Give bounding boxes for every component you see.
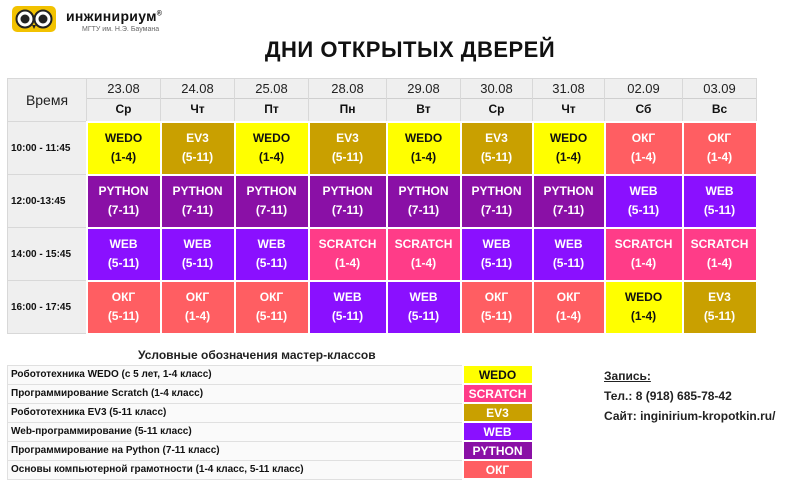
lesson-name: WEB xyxy=(482,237,511,251)
lesson-cell xyxy=(461,228,533,281)
lesson-cell xyxy=(605,175,683,228)
lesson-name: ОКГ xyxy=(556,290,581,304)
lesson-grades: (5-11) xyxy=(703,203,736,217)
lesson-cell xyxy=(461,281,533,334)
lesson-grades: (7-11) xyxy=(552,203,585,217)
lesson-name: SCRATCH xyxy=(614,237,673,251)
lesson-cell xyxy=(161,175,235,228)
schedule-table xyxy=(7,78,758,335)
day-header xyxy=(161,79,235,122)
lesson-grades: (7-11) xyxy=(181,203,214,217)
lesson-grades: (5-11) xyxy=(255,256,288,270)
lesson-cell xyxy=(235,281,309,334)
day-header xyxy=(683,79,757,122)
lesson-name: WEDO xyxy=(624,290,663,304)
lesson-grades: (1-4) xyxy=(410,150,437,164)
lesson-name: EV3 xyxy=(186,131,209,145)
lesson-name: SCRATCH xyxy=(394,237,453,251)
legend-row xyxy=(8,365,533,384)
lesson-grades: (5-11) xyxy=(703,309,736,323)
owl-logo-icon xyxy=(12,6,56,32)
lesson-cell xyxy=(605,122,683,175)
legend-label: Web-программирование (5-11 класс) xyxy=(8,422,463,441)
day-of-week: Вт xyxy=(416,102,431,117)
lesson-name: ОКГ xyxy=(111,290,136,304)
lesson-name: WEB xyxy=(109,237,138,251)
lesson-name: WEB xyxy=(409,290,438,304)
lesson-cell xyxy=(683,122,757,175)
lesson-cell xyxy=(387,175,461,228)
lesson-cell xyxy=(605,228,683,281)
time-slot: 10:00 - 11:45 xyxy=(8,122,87,175)
lesson-grades: (1-4) xyxy=(706,150,733,164)
lesson-cell xyxy=(87,228,161,281)
contacts-site[interactable]: Сайт: inginirium-kropotkin.ru/ xyxy=(604,409,776,423)
logo-subtitle: МГТУ им. Н.Э. Баумана xyxy=(82,26,160,33)
lesson-grades: (5-11) xyxy=(331,150,364,164)
lesson-grades: (1-4) xyxy=(334,256,361,270)
time-slot-row xyxy=(8,281,757,334)
legend-table xyxy=(7,364,534,480)
lesson-grades: (5-11) xyxy=(480,150,513,164)
lesson-grades: (7-11) xyxy=(407,203,440,217)
contacts xyxy=(604,366,775,426)
lesson-cell xyxy=(309,228,387,281)
lesson-cell xyxy=(309,281,387,334)
day-of-week: Ср xyxy=(488,102,505,117)
lesson-name: WEB xyxy=(629,184,658,198)
lesson-cell xyxy=(533,228,605,281)
legend-swatch: WEDO xyxy=(463,365,533,384)
contacts-phone: Тел.: 8 (918) 685-78-42 xyxy=(604,389,732,403)
legend-row xyxy=(8,422,533,441)
legend-label: Основы компьютерной грамотности (1-4 класс, 5-11 класс) xyxy=(8,460,463,479)
lesson-cell xyxy=(161,122,235,175)
lesson-name: WEB xyxy=(554,237,583,251)
lesson-name: PYTHON xyxy=(98,184,149,198)
lesson-grades: (7-11) xyxy=(480,203,513,217)
lesson-cell xyxy=(387,122,461,175)
day-header xyxy=(87,79,161,122)
time-header: Время xyxy=(8,79,87,122)
lesson-cell xyxy=(387,281,461,334)
lesson-name: SCRATCH xyxy=(690,237,749,251)
time-slot: 16:00 - 17:45 xyxy=(8,281,87,334)
legend-swatch: SCRATCH xyxy=(463,384,533,403)
day-of-week: Чт xyxy=(561,102,576,117)
lesson-grades: (5-11) xyxy=(181,256,214,270)
day-of-week: Ср xyxy=(115,102,132,117)
legend-label: Робототехника WEDO (с 5 лет, 1-4 класс) xyxy=(8,365,463,384)
lesson-name: PYTHON xyxy=(471,184,522,198)
day-of-week: Сб xyxy=(635,102,652,117)
legend-row xyxy=(8,460,533,479)
lesson-name: ОКГ xyxy=(484,290,509,304)
lesson-grades: (5-11) xyxy=(181,150,214,164)
lesson-cell xyxy=(533,122,605,175)
lesson-cell xyxy=(461,175,533,228)
lesson-grades: (7-11) xyxy=(331,203,364,217)
contacts-heading: Запись: xyxy=(604,369,651,383)
lesson-cell xyxy=(533,281,605,334)
legend-title: Условные обозначения мастер-классов xyxy=(138,348,376,362)
lesson-name: PYTHON xyxy=(398,184,449,198)
day-header xyxy=(605,79,683,122)
lesson-cell xyxy=(605,281,683,334)
lesson-grades: (5-11) xyxy=(480,309,513,323)
lesson-grades: (5-11) xyxy=(627,203,660,217)
legend-row xyxy=(8,384,533,403)
legend-swatch: WEB xyxy=(463,422,533,441)
lesson-grades: (5-11) xyxy=(480,256,513,270)
lesson-cell xyxy=(87,281,161,334)
lesson-cell xyxy=(161,228,235,281)
lesson-name: EV3 xyxy=(336,131,359,145)
lesson-cell xyxy=(387,228,461,281)
lesson-cell xyxy=(533,175,605,228)
legend-swatch: PYTHON xyxy=(463,441,533,460)
time-slot: 14:00 - 15:45 xyxy=(8,228,87,281)
logo xyxy=(12,6,212,36)
lesson-cell xyxy=(87,175,161,228)
day-header xyxy=(533,79,605,122)
lesson-grades: (5-11) xyxy=(255,309,288,323)
lesson-grades: (1-4) xyxy=(410,256,437,270)
day-of-week: Вс xyxy=(711,102,728,117)
lesson-cell xyxy=(683,175,757,228)
lesson-grades: (1-4) xyxy=(555,309,582,323)
lesson-name: WEB xyxy=(705,184,734,198)
lesson-grades: (7-11) xyxy=(255,203,288,217)
day-of-week: Пт xyxy=(264,102,279,117)
legend-label: Программирование на Python (7-11 класс) xyxy=(8,441,463,460)
day-date: 23.08 xyxy=(87,79,160,99)
lesson-grades: (1-4) xyxy=(630,309,657,323)
day-header xyxy=(235,79,309,122)
legend-swatch: EV3 xyxy=(463,403,533,422)
day-header xyxy=(309,79,387,122)
time-slot: 12:00-13:45 xyxy=(8,175,87,228)
lesson-grades: (5-11) xyxy=(552,256,585,270)
time-slot-row xyxy=(8,122,757,175)
lesson-name: PYTHON xyxy=(246,184,297,198)
legend-row xyxy=(8,403,533,422)
day-date: 25.08 xyxy=(235,79,308,99)
lesson-name: WEDO xyxy=(104,131,143,145)
lesson-name: WEB xyxy=(333,290,362,304)
lesson-name: SCRATCH xyxy=(318,237,377,251)
lesson-name: EV3 xyxy=(708,290,731,304)
lesson-name: ОКГ xyxy=(631,131,656,145)
lesson-cell xyxy=(309,122,387,175)
lesson-name: PYTHON xyxy=(543,184,594,198)
day-date: 03.09 xyxy=(683,79,756,99)
legend-label: Программирование Scratch (1-4 класс) xyxy=(8,384,463,403)
lesson-cell xyxy=(161,281,235,334)
header-row xyxy=(8,79,757,122)
day-date: 02.09 xyxy=(605,79,682,99)
lesson-name: WEDO xyxy=(549,131,588,145)
lesson-cell xyxy=(87,122,161,175)
day-date: 28.08 xyxy=(309,79,386,99)
lesson-name: WEDO xyxy=(404,131,443,145)
lesson-name: ОКГ xyxy=(707,131,732,145)
lesson-grades: (1-4) xyxy=(110,150,137,164)
lesson-grades: (1-4) xyxy=(184,309,211,323)
lesson-grades: (1-4) xyxy=(630,256,657,270)
lesson-name: PYTHON xyxy=(172,184,223,198)
day-of-week: Пн xyxy=(339,102,356,117)
lesson-name: WEDO xyxy=(252,131,291,145)
lesson-grades: (1-4) xyxy=(706,256,733,270)
lesson-cell xyxy=(235,175,309,228)
lesson-cell xyxy=(235,228,309,281)
day-date: 30.08 xyxy=(461,79,532,99)
lesson-grades: (5-11) xyxy=(407,309,440,323)
day-header xyxy=(461,79,533,122)
lesson-grades: (5-11) xyxy=(107,309,140,323)
legend-label: Робототехника EV3 (5-11 класс) xyxy=(8,403,463,422)
day-date: 24.08 xyxy=(161,79,234,99)
day-header xyxy=(387,79,461,122)
logo-name: инжинириум® xyxy=(66,8,163,24)
lesson-name: WEB xyxy=(257,237,286,251)
legend-row xyxy=(8,441,533,460)
lesson-grades: (5-11) xyxy=(107,256,140,270)
lesson-name: PYTHON xyxy=(322,184,373,198)
lesson-name: EV3 xyxy=(485,131,508,145)
time-slot-row xyxy=(8,175,757,228)
lesson-grades: (7-11) xyxy=(107,203,140,217)
lesson-grades: (1-4) xyxy=(630,150,657,164)
page-title: ДНИ ОТКРЫТЫХ ДВЕРЕЙ xyxy=(264,37,556,62)
lesson-cell xyxy=(309,175,387,228)
day-date: 31.08 xyxy=(533,79,604,99)
day-of-week: Чт xyxy=(190,102,205,117)
lesson-name: ОКГ xyxy=(185,290,210,304)
lesson-cell xyxy=(461,122,533,175)
day-date: 29.08 xyxy=(387,79,460,99)
lesson-grades: (1-4) xyxy=(258,150,285,164)
lesson-grades: (1-4) xyxy=(555,150,582,164)
lesson-cell xyxy=(683,281,757,334)
legend-swatch: ОКГ xyxy=(463,460,533,479)
lesson-name: ОКГ xyxy=(259,290,284,304)
lesson-cell xyxy=(235,122,309,175)
time-slot-row xyxy=(8,228,757,281)
lesson-name: WEB xyxy=(183,237,212,251)
lesson-grades: (5-11) xyxy=(331,309,364,323)
lesson-cell xyxy=(683,228,757,281)
